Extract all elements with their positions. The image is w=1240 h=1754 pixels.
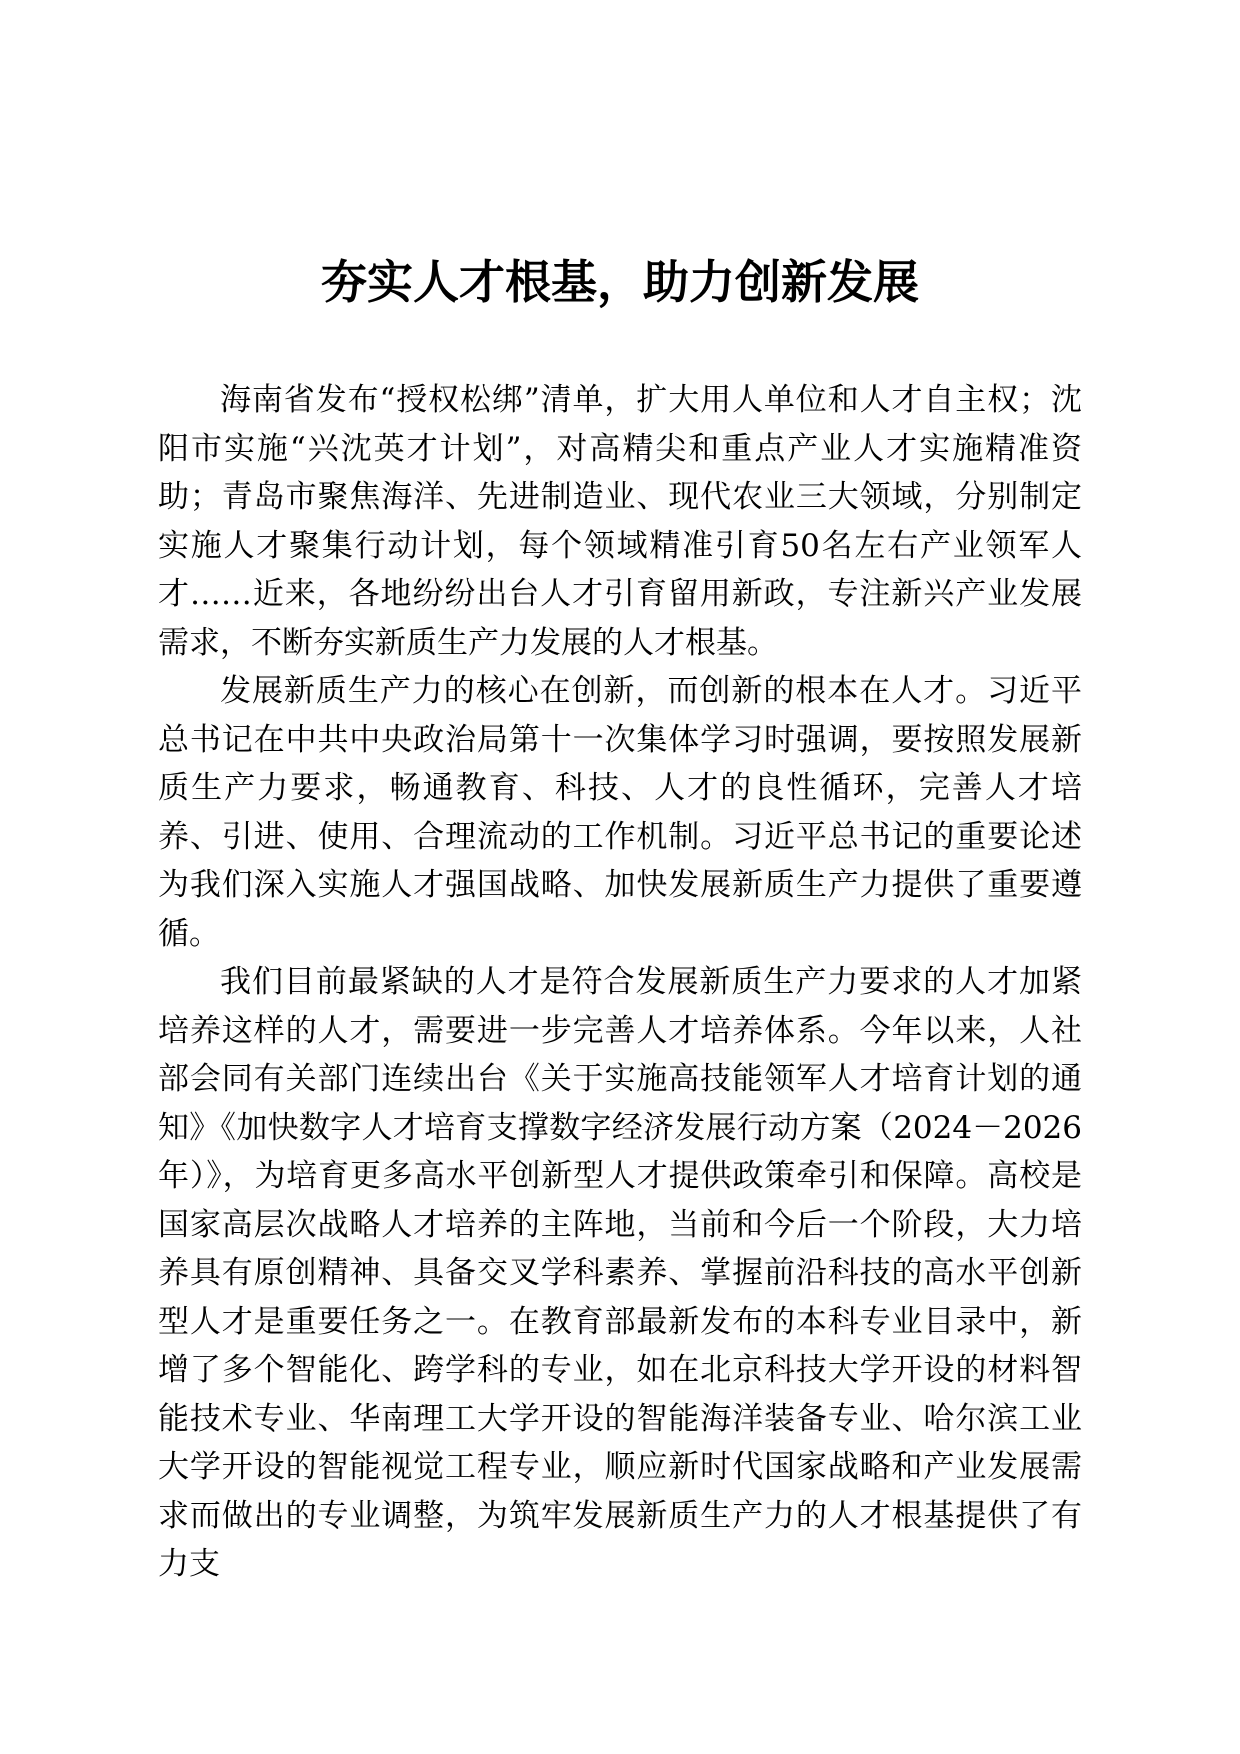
page-title: 夯实人才根基，助力创新发展	[321, 255, 919, 309]
paragraph-2: 发展新质生产力的核心在创新，而创新的根本在人才。习近平总书记在中共中央政治局第十一次集体学习时强调，要按照发展新质生产力要求，畅通教育、科技、人才的良性循环，完善人才培养、引进、使用、合理流动的工作机制。习近平总书记的重要论述为我们深入实施人才强国战略、加快发展新质生产力提供了重要遵循。	[158, 673, 1082, 952]
article-body	[158, 376, 1082, 1589]
paragraph-1: 海南省发布“授权松绑”清单，扩大用人单位和人才自主权；沈阳市实施“兴沈英才计划”，对高精尖和重点产业人才实施精准资助；青岛市聚焦海洋、先进制造业、现代农业三大领域，分别制定实施人才聚集行动计划，每个领域精准引育50名左右产业领军人才……近来，各地纷纷出台人才引育留用新政，专注新兴产业发展需求，不断夯实新质生产力发展的人才根基。	[158, 382, 1082, 661]
paragraph-3: 我们目前最紧缺的人才是符合发展新质生产力要求的人才加紧培养这样的人才，需要进一步完善人才培养体系。今年以来，人社部会同有关部门连续出台《关于实施高技能领军人才培育计划的通知》《加快数字人才培育支撑数字经济发展行动方案（2024－2026年）》，为培育更多高水平创新型人才提供政策牵引和保障。高校是国家高层次战略人才培养的主阵地，当前和今后一个阶段，大力培养具有原创精神、具备交叉学科素养、掌握前沿科技的高水平创新型人才是重要任务之一。在教育部最新发布的本科专业目录中，新增了多个智能化、跨学科的专业，如在北京科技大学开设的材料智能技术专业、华南理工大学开设的智能海洋装备专业、哈尔滨工业大学开设的智能视觉工程专业，顺应新时代国家战略和产业发展需求而做出的专业调整，为筑牢发展新质生产力的人才根基提供了有力支	[158, 964, 1082, 1582]
